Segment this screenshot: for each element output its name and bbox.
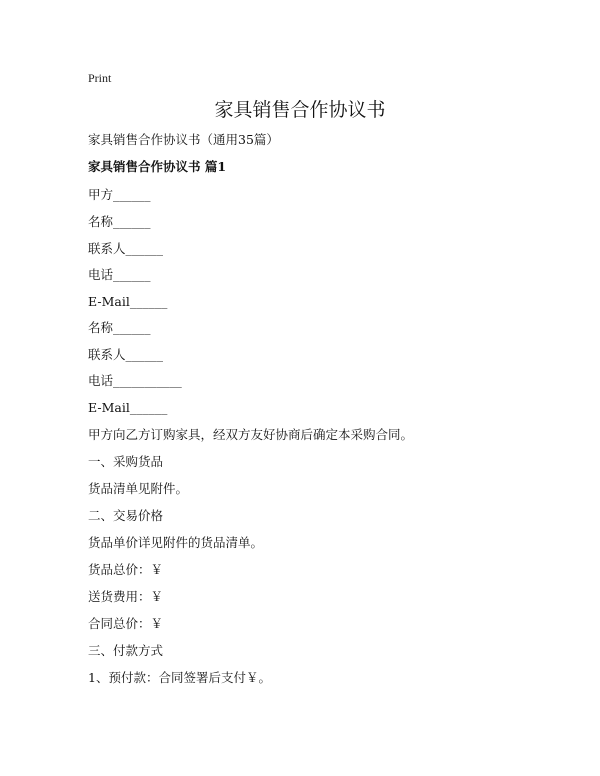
party-a-contact-field: 联系人______ bbox=[88, 241, 164, 256]
party-a-email-field: E-Mail______ bbox=[88, 294, 168, 309]
section-three-heading: 三、付款方式 bbox=[88, 643, 164, 658]
contract-total-line: 合同总价：￥ bbox=[88, 616, 164, 631]
party-b-phone-field: 电话___________ bbox=[88, 373, 182, 388]
party-a-field: 甲方______ bbox=[88, 187, 151, 202]
section-heading: 家具销售合作协议书 篇1 bbox=[88, 159, 227, 174]
section-one-heading: 一、采购货品 bbox=[88, 454, 164, 469]
party-b-name-field: 名称______ bbox=[88, 320, 151, 335]
party-b-email-field: E-Mail______ bbox=[88, 400, 168, 415]
party-a-name-field: 名称______ bbox=[88, 214, 151, 229]
unit-price-text: 货品单价详见附件的货品清单。 bbox=[88, 535, 264, 550]
document-subtitle: 家具销售合作协议书（通用35篇） bbox=[88, 132, 279, 147]
delivery-fee-line: 送货费用：￥ bbox=[88, 589, 164, 604]
party-b-contact-field: 联系人______ bbox=[88, 347, 164, 362]
section-two-heading: 二、交易价格 bbox=[88, 508, 164, 523]
prepayment-line: 1、预付款：合同签署后支付￥。 bbox=[88, 670, 271, 685]
party-a-phone-field: 电话______ bbox=[88, 267, 151, 282]
document-title: 家具销售合作协议书 bbox=[214, 99, 386, 121]
goods-total-line: 货品总价：￥ bbox=[88, 562, 164, 577]
goods-list-text: 货品清单见附件。 bbox=[88, 481, 189, 496]
print-link[interactable]: Print bbox=[88, 71, 112, 85]
intro-paragraph: 甲方向乙方订购家具，经双方友好协商后确定本采购合同。 bbox=[88, 427, 414, 442]
